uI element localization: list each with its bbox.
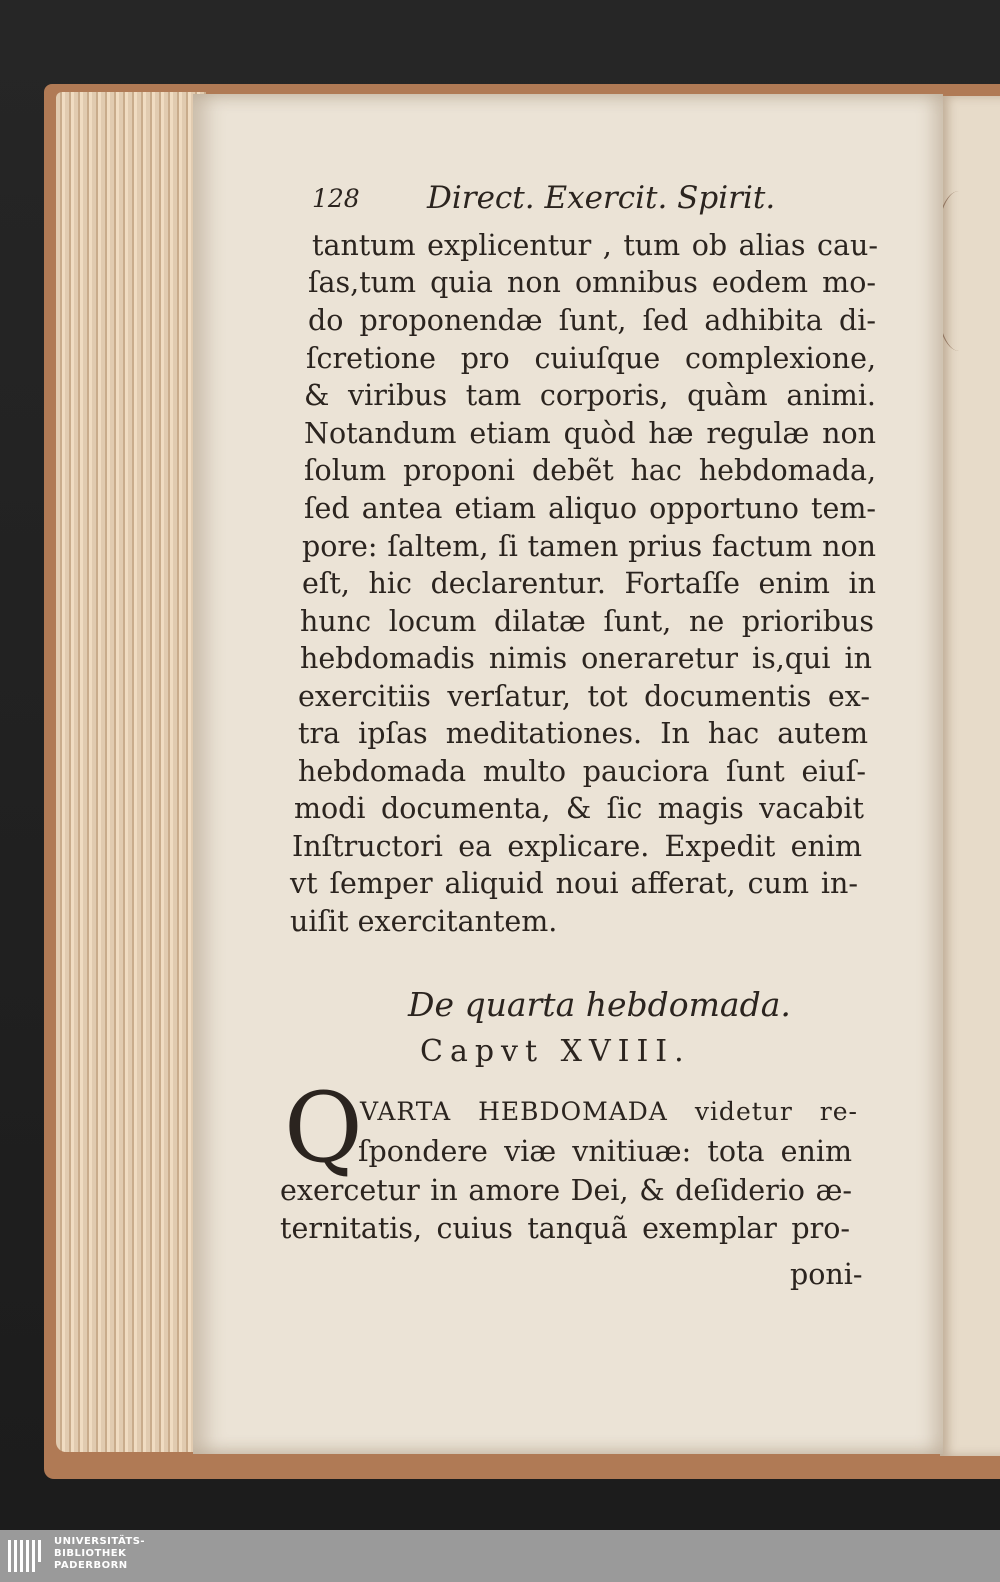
text-line: hebdomada multo pauciora ſunt eiuſ- <box>298 755 866 788</box>
text-line: Inſtructori ea explicare. Expedit enim <box>292 830 862 863</box>
paragraph-line: ſpondere viæ vnitiuæ: tota enim <box>358 1135 852 1168</box>
library-line: PADERBORN <box>54 1560 128 1571</box>
paragraph-line: exercetur in amore Dei, & deſiderio æ- <box>280 1174 852 1207</box>
text-line: tra ipſas meditationes. In hac autem <box>298 717 868 750</box>
running-head <box>312 180 792 222</box>
library-name <box>54 1536 145 1572</box>
library-footer <box>0 1530 1000 1582</box>
text-line: hebdomadis nimis oneraretur is,qui in <box>300 642 872 675</box>
loose-thread <box>934 191 996 351</box>
catchword: poni- <box>790 1258 863 1291</box>
library-logo-icon <box>6 1536 46 1576</box>
text-line: do proponendæ ſunt, ſed adhibita di- <box>308 304 876 337</box>
text-line: exercitiis verſatur, tot documentis ex- <box>298 680 870 713</box>
library-line: BIBLIOTHEK <box>54 1548 127 1559</box>
text-line: pore: ſaltem, ſi tamen prius factum non <box>302 530 876 563</box>
page-edges <box>56 92 206 1452</box>
library-line: UNIVERSITÄTS- <box>54 1536 146 1547</box>
drop-cap: Q <box>284 1072 363 1184</box>
text-line: hunc locum dilatæ ſunt, ne prioribus <box>300 605 874 638</box>
chapter-heading: Capvt XVIII. <box>420 1034 691 1069</box>
text-line: ſed antea etiam aliquo opportuno tem- <box>304 492 876 525</box>
section-title: De quarta hebdomada. <box>408 985 791 1024</box>
text-line: tantum explicentur , tum ob alias cau- <box>312 229 878 262</box>
right-facing-page <box>940 96 1000 1456</box>
text-line: modi documenta, & ſic magis vacabit <box>294 792 864 825</box>
text-line: ſas,tum quia non omnibus eodem mo- <box>308 266 876 299</box>
text-line: ſolum proponi debẽt hac hebdomada, <box>304 454 876 487</box>
text-line: uiſit exercitantem. <box>290 905 558 938</box>
text-line: vt ſemper aliquid noui afferat, cum in- <box>290 867 858 900</box>
text-line: Notandum etiam quòd hæ regulæ non <box>304 417 876 450</box>
page-number: 128 <box>312 184 360 213</box>
text-line: & viribus tam corporis, quàm animi. <box>304 379 876 412</box>
paragraph-line: ternitatis, cuius tanquã exemplar pro- <box>280 1212 850 1245</box>
text-line: ſcretione pro cuiuſque complexione, <box>306 342 876 375</box>
paragraph-line: VARTA HEBDOMADA videtur re- <box>360 1097 858 1126</box>
running-head-title: Direct. Exercit. Spirit. <box>427 180 776 216</box>
text-line: eſt, hic declarentur. Fortaſſe enim in <box>302 567 876 600</box>
